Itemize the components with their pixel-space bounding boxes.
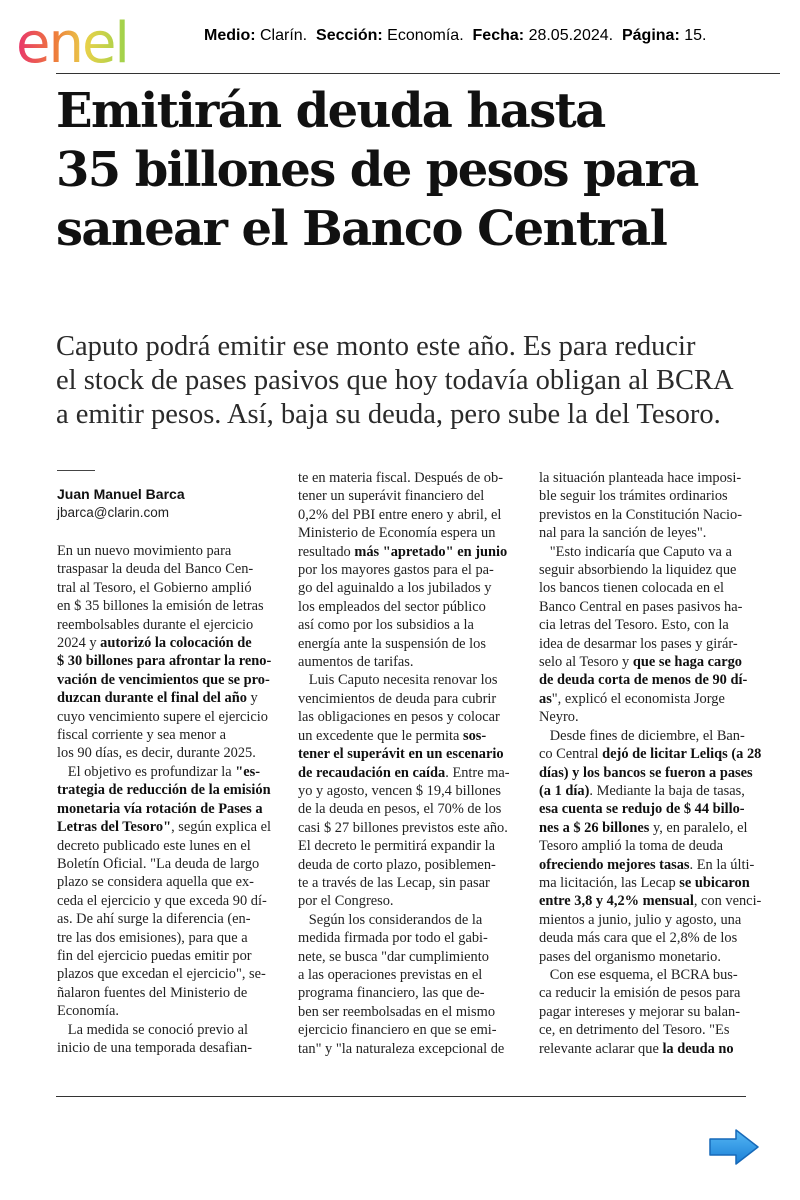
body-text-line: Economía. — [57, 1003, 119, 1020]
body-text-line — [298, 745, 520, 763]
bold-phrase: la deuda no — [662, 1040, 734, 1057]
body-text-line: as", explicó el economista Jorge — [539, 690, 725, 707]
seccion-value: Economía. — [387, 27, 464, 44]
body-text-line: plazos que excedan el ejercicio", se- — [57, 966, 266, 983]
body-text-line: co Central dejó de licitar Leliqs (a 28 — [539, 746, 762, 763]
bold-phrase: tener el superávit en un escenario — [298, 746, 504, 763]
body-text-line: Según los considerandos de la — [298, 911, 483, 928]
body-text-line: resultado más "apretado" en junio — [298, 543, 508, 560]
bold-phrase: días) y los bancos se fueron a pases — [539, 764, 753, 781]
body-text-line: yo y agosto, vencen $ 19,4 billones — [298, 782, 502, 799]
bold-phrase: "es- — [235, 763, 261, 780]
body-text-line: de recaudación en caída. Entre ma- — [298, 764, 510, 781]
body-text-line: ofreciendo mejores tasas. En la últi- — [539, 856, 755, 873]
body-text-line: tre las dos emisiones), para que a — [57, 929, 248, 946]
header-divider — [56, 73, 780, 74]
medio-value: Clarín. — [260, 27, 308, 44]
subheadline-line: Caputo podrá emitir ese monto este año. Es para reducir — [56, 331, 696, 362]
bold-phrase: que se haga cargo — [632, 654, 742, 671]
body-text-line: relevante aclarar que la deuda no — [539, 1040, 734, 1057]
bold-phrase: (a 1 día) — [539, 782, 590, 799]
body-text-line: La medida se conoció previo al — [57, 1021, 249, 1038]
body-text-line: ble seguir los trámites ordinarios — [539, 488, 728, 505]
body-text-line: Boletín Oficial. "La deuda de largo — [57, 855, 260, 872]
subheadline-line: el stock de pases pasivos que hoy todavía obligan al BCRA — [56, 365, 734, 396]
fecha-label: Fecha: — [472, 27, 525, 44]
body-text-line: pases del organismo monetario. — [539, 948, 721, 965]
body-text-line: idea de desarmar los pases y girár- — [539, 635, 738, 652]
bold-phrase: dejó de licitar Leliqs (a 28 — [602, 746, 762, 763]
body-text-line: entre 3,8 y 4,2% mensual, con venci- — [539, 893, 762, 910]
body-text-line: programa financiero, las que de- — [298, 985, 485, 1002]
seccion-label: Sección: — [316, 27, 383, 44]
body-text-line: fin del ejercicio puedas emitir por — [57, 947, 252, 964]
body-text-line: El decreto le permitirá expandir la — [298, 838, 495, 855]
article-column-2 — [298, 469, 520, 1058]
body-text-line: decreto publicado este lunes en el — [57, 837, 251, 854]
body-text-line: a las operaciones previstas en el — [298, 966, 483, 983]
bold-phrase: más "apretado" en junio — [354, 543, 508, 560]
body-text-line: Neyro. — [539, 709, 579, 726]
body-text-line: Letras del Tesoro", según explica el — [57, 819, 271, 836]
body-text-line: fiscal corriente y sea menor a — [57, 727, 227, 744]
body-text-line: "Esto indicaría que Caputo va a — [539, 543, 732, 560]
body-text-line — [539, 800, 761, 818]
body-text-line: las obligaciones en pesos y colocar — [298, 709, 500, 726]
body-text-line: ñalaron fuentes del Ministerio de — [57, 984, 248, 1001]
body-text-line: vencimientos de deuda para cubrir — [298, 690, 497, 707]
body-text-line: te a través de las Lecap, sin pasar — [298, 874, 490, 891]
body-text-line: los bancos tienen colocada en el — [539, 580, 725, 597]
body-text-line: tral al Tesoro, el Gobierno amplió — [57, 579, 252, 596]
body-text-line: casi $ 27 billones previstos este año. — [298, 819, 508, 836]
bold-phrase: de recaudación en caída — [298, 764, 446, 781]
body-text-line: aumentos de tarifas. — [298, 654, 414, 671]
enel-logo — [14, 8, 176, 70]
arrow-right-icon[interactable] — [708, 1128, 760, 1166]
body-text-line: ceda el ejercicio y que exceda 90 dí- — [57, 892, 267, 909]
headline-line: 35 billones de pesos para — [56, 142, 698, 198]
body-text-line: mientos a junio, julio y agosto, una — [539, 911, 742, 928]
body-text-line: seguir absorbiendo la liquidez que — [539, 562, 737, 579]
subheadline-line: a emitir pesos. Así, baja su deuda, pero sube la del Tesoro. — [56, 399, 721, 430]
author-email: jbarca@clarin.com — [57, 505, 169, 520]
bold-phrase: esa cuenta se redujo de $ 44 billo- — [539, 801, 745, 818]
article-column-1 — [57, 542, 279, 1057]
article-column-3 — [539, 469, 761, 1058]
medio-label: Medio: — [204, 27, 256, 44]
body-text-line: así como por los subsidios a la — [298, 617, 474, 634]
body-text-line: Con ese esquema, el BCRA bus- — [539, 966, 738, 983]
subheadline — [56, 330, 776, 432]
body-text-line: traspasar la deuda del Banco Cen- — [57, 561, 254, 578]
body-text-line: plazo se considera aquella que ex- — [57, 874, 254, 891]
bold-phrase: entre 3,8 y 4,2% mensual — [539, 893, 694, 910]
body-text-line — [539, 671, 761, 689]
body-text-line: inicio de una temporada desafian- — [57, 1039, 252, 1056]
body-text-line: nal para la sanción de leyes". — [539, 525, 707, 542]
body-text-line: Ministerio de Economía espera un — [298, 525, 496, 542]
body-text-line: 0,2% del PBI entre enero y abril, el — [298, 506, 502, 523]
bold-phrase: monetaria vía rotación de Pases a — [57, 800, 263, 817]
author-name: Juan Manuel Barca — [57, 486, 185, 502]
body-text-line: reembolsables durante el ejercicio — [57, 616, 254, 633]
bold-phrase: vación de vencimientos que se pro- — [57, 671, 270, 688]
bold-phrase: se ubicaron — [679, 874, 750, 891]
bold-phrase: sos- — [463, 727, 487, 744]
bold-phrase: nes a $ 26 billones — [539, 819, 650, 836]
body-text-line: deuda más cara que el 2,8% de los — [539, 930, 738, 947]
body-text-line: deuda de corto plazo, posiblemen- — [298, 856, 496, 873]
body-text-line: Luis Caputo necesita renovar los — [298, 672, 498, 689]
body-text-line: cuyo vencimiento supere el ejercicio — [57, 708, 268, 725]
body-text-line — [57, 781, 279, 799]
body-text-line: nes a $ 26 billones y, en paralelo, el — [539, 819, 748, 836]
body-text-line: de la deuda en pesos, el 70% de los — [298, 801, 502, 818]
body-text-line — [57, 800, 279, 818]
body-text-line: Banco Central en pases pasivos ha- — [539, 598, 743, 615]
body-text-line: ce, en detrimento del Tesoro. "Es — [539, 1022, 730, 1039]
body-text-line — [57, 671, 279, 689]
pagina-value: 15. — [684, 27, 707, 44]
body-text-line: En un nuevo movimiento para — [57, 543, 232, 559]
headline — [56, 82, 776, 259]
body-text-line: ben ser reembolsadas en el mismo — [298, 1003, 496, 1020]
body-text-line: la situación planteada hace imposi- — [539, 470, 742, 486]
body-text-line: medida firmada por todo el gabi- — [298, 930, 488, 947]
body-text-line: por el Congreso. — [298, 893, 394, 910]
body-text-line: selo al Tesoro y que se haga cargo — [539, 654, 742, 671]
body-text-line: duzcan durante el final del año y — [57, 690, 258, 707]
bold-phrase: de deuda corta de menos de 90 dí- — [539, 672, 748, 689]
body-text-line: ma licitación, las Lecap se ubicaron — [539, 874, 750, 891]
body-text-line: previstos en la Constitución Nacio- — [539, 506, 743, 523]
body-text-line: nete, se busca "dar cumplimiento — [298, 948, 489, 965]
body-text-line: los 90 días, es decir, durante 2025. — [57, 745, 256, 762]
clipping-meta — [204, 27, 706, 45]
body-text-line: tener un superávit financiero del — [298, 488, 485, 505]
body-text-line — [57, 652, 279, 670]
body-text-line: un excedente que le permita sos- — [298, 727, 487, 744]
bold-phrase: duzcan durante el final del año — [57, 690, 247, 707]
bold-phrase: Letras del Tesoro" — [57, 819, 172, 836]
pagina-label: Página: — [621, 27, 680, 44]
body-text-line — [539, 764, 761, 782]
body-text-line: (a 1 día). Mediante la baja de tasas, — [539, 782, 745, 799]
body-text-line: 2024 y autorizó la colocación de — [57, 635, 252, 652]
bold-phrase: ofreciendo mejores tasas — [539, 856, 690, 873]
bold-phrase: as — [539, 690, 552, 707]
svg-text:enel: enel — [16, 11, 128, 70]
bold-phrase: autorizó la colocación de — [100, 635, 252, 652]
body-text-line: te en materia fiscal. Después de ob- — [298, 470, 503, 486]
body-text-line: tan" y "la naturaleza excepcional de — [298, 1040, 505, 1057]
body-text-line: en $ 35 billones la emisión de letras — [57, 598, 264, 615]
headline-line: Emitirán deuda hasta — [56, 83, 605, 139]
fecha-value: 28.05.2024. — [528, 27, 614, 44]
body-text-line: Desde fines de diciembre, el Ban- — [539, 727, 745, 744]
bold-phrase: $ 30 billones para afrontar la reno- — [57, 653, 272, 670]
body-text-line: cia letras del Tesoro. Esto, con la — [539, 617, 729, 634]
body-text-line: El objetivo es profundizar la "es- — [57, 763, 261, 780]
body-text-line: ejercicio financiero en que se emi- — [298, 1022, 497, 1039]
bold-phrase: trategia de reducción de la emisión — [57, 782, 271, 799]
body-text-line: Tesoro amplió la toma de deuda — [539, 838, 724, 855]
body-text-line: as. De ahí surge la diferencia (en- — [57, 911, 251, 928]
body-text-line: los empleados del sector público — [298, 598, 486, 615]
headline-line: sanear el Banco Central — [56, 201, 667, 257]
body-text-line: por los mayores gastos para el pa- — [298, 562, 494, 579]
body-text-line: go del aguinaldo a los jubilados y — [298, 580, 492, 597]
byline-divider — [57, 470, 95, 471]
footer-divider — [56, 1096, 746, 1097]
body-text-line: ca reducir la emisión de pesos para — [539, 985, 741, 1002]
body-text-line: pagar intereses y mejorar su balan- — [539, 1003, 740, 1020]
body-text-line: energía ante la suspensión de los — [298, 635, 486, 652]
